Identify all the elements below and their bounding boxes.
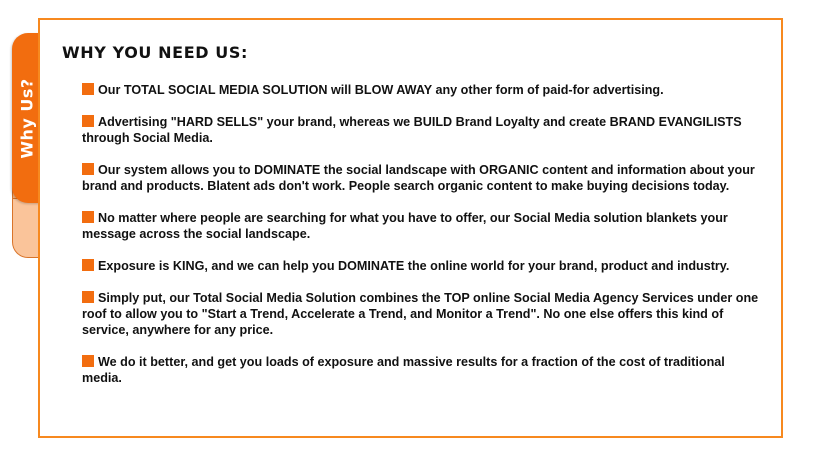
list-item (82, 354, 762, 386)
square-bullet-icon (82, 163, 94, 175)
list-item (82, 162, 762, 194)
square-bullet-icon (82, 115, 94, 127)
square-bullet-icon (82, 83, 94, 95)
item-text: Our TOTAL SOCIAL MEDIA SOLUTION will BLOW AWAY any other form of paid-for advertising. (98, 83, 664, 97)
item-text: Advertising "HARD SELLS" your brand, whereas we BUILD Brand Loyalty and create BRAND EVANGILISTS through Social Media. (82, 115, 742, 145)
item-text: We do it better, and get you loads of exposure and massive results for a fraction of the cost of traditional media. (82, 355, 725, 385)
why-us-tab-label: Why Us? (17, 77, 37, 159)
item-text: Our system allows you to DOMINATE the social landscape with ORGANIC content and information about your brand and products. Blatent ads don't work. People search organic content to make buying decisions today. (82, 163, 755, 193)
list-item (82, 258, 762, 274)
square-bullet-icon (82, 355, 94, 367)
list-item (82, 210, 762, 242)
item-text: No matter where people are searching for what you have to offer, our Social Media solution blankets your message across the social landscape. (82, 211, 728, 241)
square-bullet-icon (82, 211, 94, 223)
list-item (82, 290, 762, 338)
square-bullet-icon (82, 259, 94, 271)
list-item (82, 114, 762, 146)
reasons-list (82, 82, 762, 402)
item-text: Simply put, our Total Social Media Solution combines the TOP online Social Media Agency Services under one roof to allow you to "Start a Trend, Accelerate a Trend, and Monitor a Trend". No one else offers this kind of service, anywhere for any price. (82, 291, 759, 337)
square-bullet-icon (82, 291, 94, 303)
item-text: Exposure is KING, and we can help you DOMINATE the online world for your brand, product and industry. (98, 259, 730, 273)
why-us-panel (38, 18, 783, 438)
list-item (82, 82, 762, 98)
panel-title: WHY YOU NEED US: (62, 43, 248, 62)
